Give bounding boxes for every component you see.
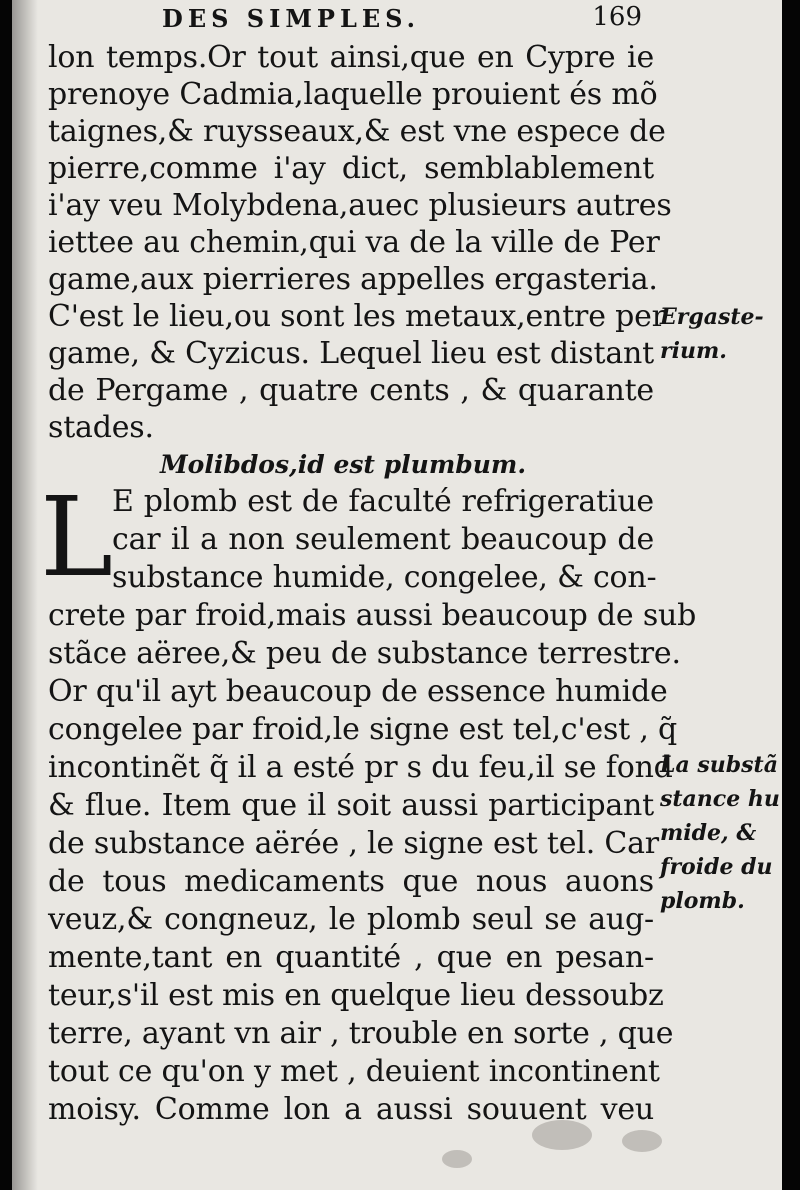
text-line: prenoye Cadmia,laquelle prouient és mõ bbox=[48, 77, 658, 112]
text-line: de substance aërée , le signe est tel. Car bbox=[48, 826, 659, 861]
text-line: C'est le lieu,ou sont les metaux,entre per bbox=[48, 299, 666, 334]
text-line: iettee au chemin,qui va de la ville de Per bbox=[48, 225, 660, 260]
margin-note-line: stance hu bbox=[660, 786, 780, 812]
text-line: taignes,& ruysseaux,& est vne espece de bbox=[48, 114, 666, 149]
section-heading: Molibdos,id est plumbum. bbox=[160, 450, 527, 479]
margin-note-line: rium. bbox=[660, 338, 727, 364]
text-line: mente,tant en quantité , que en pesan- bbox=[48, 940, 654, 975]
text-line: de Pergame , quatre cents , & quarante bbox=[48, 373, 654, 408]
text-line: substance humide, congelee, & con- bbox=[112, 560, 657, 595]
text-line: crete par froid,mais aussi beaucoup de sub bbox=[48, 598, 697, 633]
text-line: terre, ayant vn air , trouble en sorte , que bbox=[48, 1016, 674, 1051]
running-title: DES SIMPLES. bbox=[162, 4, 420, 33]
margin-note-line: Ergaste- bbox=[660, 304, 764, 330]
paper-stain bbox=[622, 1130, 662, 1152]
drop-cap: L bbox=[40, 473, 114, 601]
text-line: congelee par froid,le signe est tel,c'est , q̃ bbox=[48, 712, 678, 747]
book-page bbox=[12, 0, 782, 1190]
text-line: i'ay veu Molybdena,auec plusieurs autres bbox=[48, 188, 672, 223]
text-line: game, & Cyzicus. Lequel lieu est distant bbox=[48, 336, 654, 371]
text-line: & flue. Item que il soit aussi participant bbox=[48, 788, 654, 823]
margin-note-substance bbox=[660, 748, 782, 918]
text-line: de tous medicaments que nous auons bbox=[48, 864, 654, 899]
text-line: pierre,comme i'ay dict, semblablement bbox=[48, 151, 654, 186]
text-line: lon temps.Or tout ainsi,que en Cypre ie bbox=[48, 40, 654, 75]
margin-note-line: plomb. bbox=[660, 888, 745, 914]
text-line: moisy. Comme lon a aussi souuent veu bbox=[48, 1092, 654, 1127]
text-line: Or qu'il ayt beaucoup de essence humide bbox=[48, 674, 668, 709]
text-line: stades. bbox=[48, 410, 154, 445]
page-number: 169 bbox=[592, 2, 642, 32]
text-line: car il a non seulement beaucoup de bbox=[112, 522, 654, 557]
running-head bbox=[162, 4, 642, 33]
text-line: E plomb est de faculté refrigeratiue bbox=[112, 484, 654, 519]
margin-note-line: froide du bbox=[660, 854, 773, 880]
text-line: incontinẽt q̃ il a esté pr s du feu,il se fond bbox=[48, 750, 673, 785]
text-line: teur,s'il est mis en quelque lieu dessoubz bbox=[48, 978, 664, 1013]
text-line: stãce aëree,& peu de substance terrestre. bbox=[48, 636, 681, 671]
gutter-shadow bbox=[12, 0, 38, 1190]
margin-note-line: mide, & bbox=[660, 820, 757, 846]
text-line: veuz,& congneuz, le plomb seul se aug- bbox=[48, 902, 654, 937]
text-line: tout ce qu'on y met , deuient incontinent bbox=[48, 1054, 660, 1089]
margin-note-line: La substã bbox=[660, 752, 778, 778]
text-line: game,aux pierrieres appelles ergasteria. bbox=[48, 262, 658, 297]
paper-stain bbox=[442, 1150, 472, 1168]
margin-note-ergasterium bbox=[660, 300, 782, 368]
